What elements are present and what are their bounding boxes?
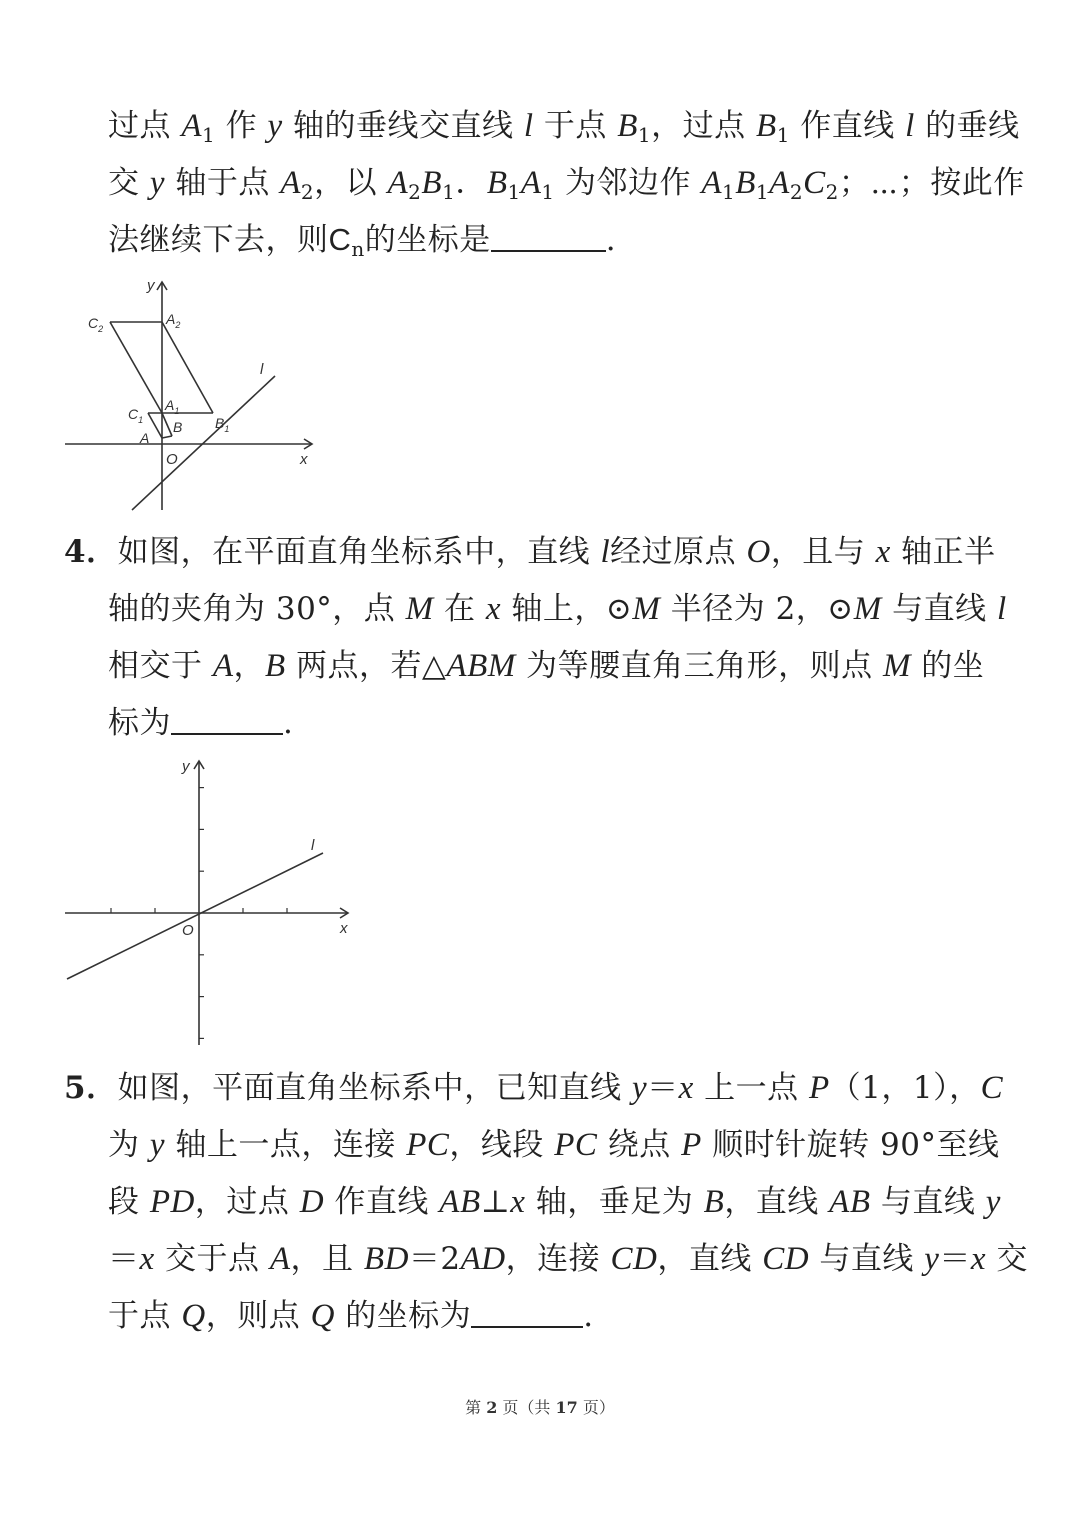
answer-blank <box>491 220 606 252</box>
q4-line-1: 4．如图，在平面直角坐标系中，直线 l经过原点 O，且与 x 轴正半 <box>64 534 996 570</box>
q4-figure <box>60 755 360 1050</box>
q5-line-4: ＝x 交于点 A，且 BD＝2AD，连接 CD，直线 CD 与直线 y＝x 交 <box>108 1241 1028 1277</box>
seg-c2-a1 <box>110 322 162 413</box>
label-l: l <box>260 361 264 378</box>
label-l: l <box>311 837 315 854</box>
label-o: O <box>166 451 178 468</box>
q5-line-1: 5．如图，平面直角坐标系中，已知直线 y＝x 上一点 P（1，1），C <box>64 1070 1004 1106</box>
q4-line-3: 相交于 A，B 两点，若△ABM 为等腰直角三角形，则点 M 的坐 <box>108 648 985 684</box>
line-l <box>67 853 323 979</box>
q5-line-3: 段 PD，过点 D 作直线 AB⊥x 轴，垂足为 B，直线 AB 与直线 y <box>108 1184 1001 1220</box>
label-c2: $C_2$ <box>88 315 104 334</box>
label-o: O <box>182 922 194 939</box>
answer-blank <box>171 703 283 735</box>
answer-blank <box>471 1296 583 1328</box>
label-b1: $B_1$ <box>215 415 230 434</box>
current-page: 2 <box>486 1398 498 1417</box>
q4-line-2: 轴的夹角为 30°，点 M 在 x 轴上，⊙M 半径为 2，⊙M 与直线 l <box>108 591 1007 627</box>
c-n-symbol: C <box>328 222 352 257</box>
label-c1: $C_1$ <box>128 406 144 425</box>
page-footer: 第 2 页（共 17 页） <box>465 1398 615 1417</box>
label-x: x <box>300 451 308 468</box>
question-number: 5． <box>64 1070 118 1106</box>
q5-line-2: 为 y 轴上一点，连接 PC，线段 PC 绕点 P 顺时针旋转 90°至线 <box>108 1127 1000 1163</box>
q3-figure <box>60 272 330 517</box>
label-x: x <box>340 920 348 937</box>
label-b: B <box>173 419 183 435</box>
q3-line-3: 法继续下去，则$C_n$的坐标是 . <box>108 222 617 261</box>
seg-a-b <box>162 436 172 438</box>
question-number: 4． <box>64 534 118 570</box>
label-a: A <box>140 430 150 446</box>
label-a1: $A_1$ <box>165 397 180 416</box>
total-pages: 17 <box>555 1398 578 1417</box>
seg-b-a1 <box>162 413 172 436</box>
seg-c1-a <box>148 413 162 438</box>
label-a2: $A_2$ <box>166 311 181 330</box>
q4-line-4: 标为 . <box>108 705 294 741</box>
q5-line-5: 于点 Q，则点 Q 的坐标为 . <box>108 1298 594 1334</box>
label-y: y <box>182 758 190 775</box>
q3-line-1: 过点 $A_1$ 作 y 轴的垂线交直线 l 于点 $B_1$，过点 $B_1$ 作直线 l 的垂线 <box>108 108 1020 147</box>
q3-line-2: 交 y 轴于点 $A_2$，以 $A_2B_1$．$B_1A_1$ 为邻边作 $A_1B_1A_2C_2$；⋯；按此作 <box>108 165 1025 204</box>
label-y: y <box>147 277 155 294</box>
